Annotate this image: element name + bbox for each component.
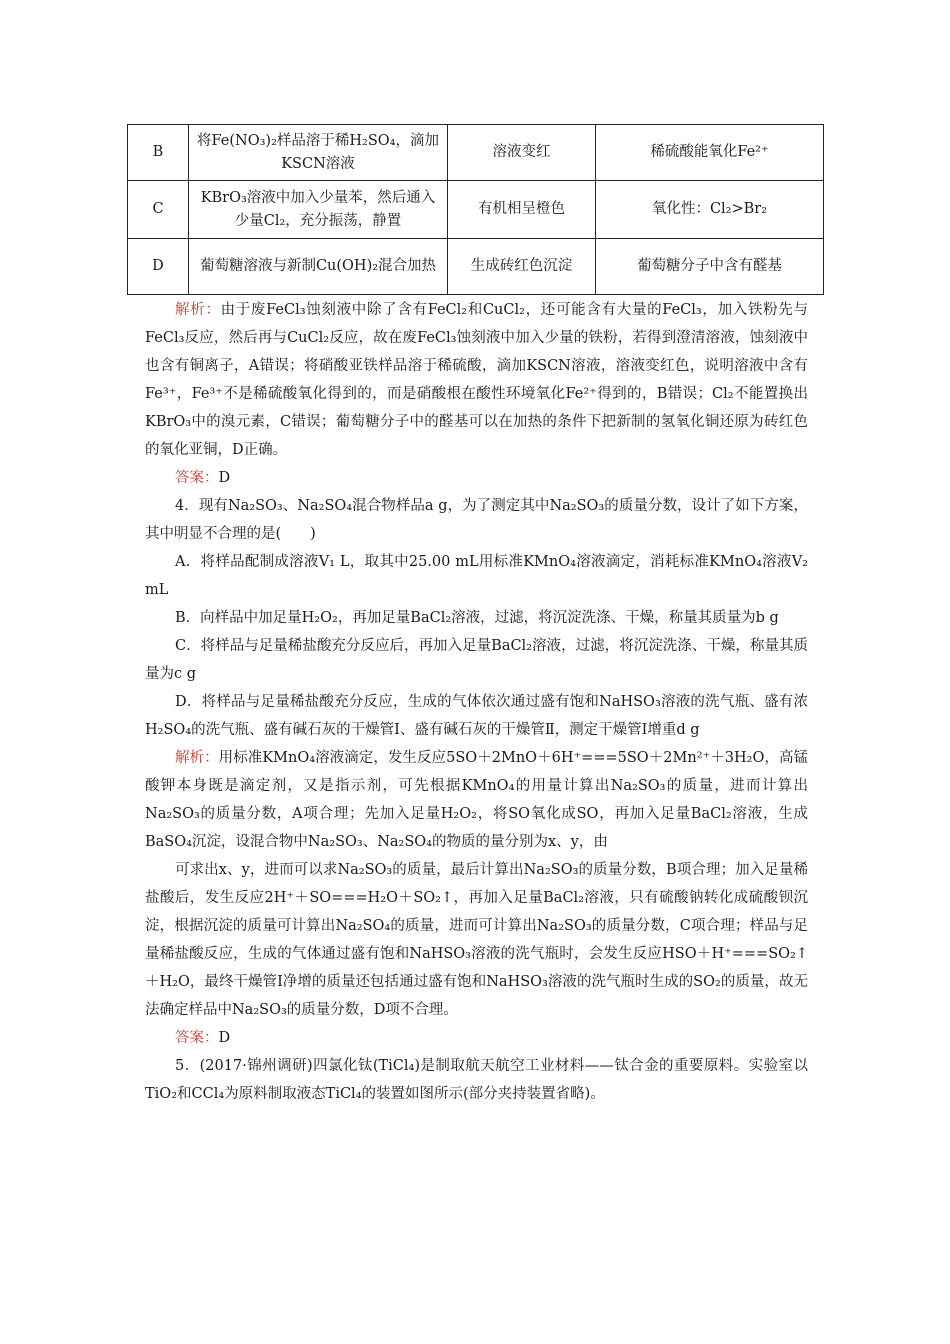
operation-cell: KBrO₃溶液中加入少量苯，然后通入少量Cl₂，充分振荡，静置 [189,181,448,239]
answer-label: 答案： [175,470,219,486]
option-cell: C [128,181,189,239]
phenomenon-cell: 溶液变红 [448,125,596,181]
conclusion-cell: 稀硫酸能氧化Fe²⁺ [596,125,824,181]
q4-option-b: B．向样品中加足量H₂O₂，再加足量BaCl₂溶液，过滤，将沉淀洗涤、干燥，称量其质量为b g [175,610,779,626]
q4-option-c: C．将样品与足量稀盐酸充分反应后，再加入足量BaCl₂溶液，过滤，将沉淀洗涤、干燥，称量其质量为c g [145,638,808,682]
q5-stem: 5．(2017·锦州调研)四氯化钛(TiCl₄)是制取航天航空工业材料——钛合金的重要原料。实验室以TiO₂和CCl₄为原料制取液态TiCl₄的装置如图所示(部分夹持装置省略)。 [145,1058,808,1102]
answer-label: 答案： [175,1030,219,1046]
phenomenon-cell: 有机相呈橙色 [448,181,596,239]
table-row [128,181,824,239]
option-cell: D [128,239,189,295]
q4-stem: 4．现有Na₂SO₃、Na₂SO₄混合物样品a g，为了测定其中Na₂SO₃的质量分数，设计了如下方案，其中明显不合理的是( ) [145,498,808,542]
conclusion-cell: 氧化性：Cl₂>Br₂ [596,181,824,239]
analysis-label: 解析： [175,750,219,766]
phenomenon-cell: 生成砖红色沉淀 [448,239,596,295]
q4-analysis-cont: 可求出x、y，进而可以求Na₂SO₃的质量，最后计算出Na₂SO₃的质量分数，B项合理；加入足量稀盐酸后，发生反应2H⁺＋SO===H₂O＋SO₂↑，再加入足量BaCl₂溶液，只有硫酸钠转化成硫酸钡沉淀，根据沉淀的质量可计算出Na₂SO₄的质量，进而可计算出Na₂SO₃的质量分数，C项合理；样品与足量稀盐酸反应，生成的气体通过盛有饱和NaHSO₃溶液的洗气瓶时，会发生反应HSO＋H⁺===SO₂↑＋H₂O，最终干燥管Ⅰ净增的质量还包括通过盛有饱和NaHSO₃溶液的洗气瓶时生成的SO₂的质量，故无法确定样品中Na₂SO₃的质量分数，D项不合理。 [145,862,808,1018]
body-text [145,296,808,1108]
q4-answer [145,1024,808,1052]
q4-analysis [145,744,808,856]
q3-answer [145,464,808,492]
operation-cell: 葡萄糖溶液与新制Cu(OH)₂混合加热 [189,239,448,295]
option-cell: B [128,125,189,181]
experiment-table [127,124,824,295]
conclusion-cell: 葡萄糖分子中含有醛基 [596,239,824,295]
analysis-text: 用标准KMnO₄溶液滴定，发生反应5SO＋2MnO＋6H⁺===5SO＋2Mn²⁺＋3H₂O，高锰酸钾本身既是滴定剂，又是指示剂，可先根据KMnO₄的用量计算出Na₂SO₃的质量，进而计算出Na₂SO₃的质量分数，A项合理；先加入足量H₂O₂，将SO氧化成SO，再加入足量BaCl₂溶液，生成BaSO₄沉淀，设混合物中Na₂SO₃、Na₂SO₄的物质的量分别为x、y，由 [145,750,809,850]
table-row [128,239,824,295]
analysis-label: 解析： [175,302,221,318]
table-row [128,125,824,181]
answer-value: D [218,1030,231,1046]
q4-option-a: A．将样品配制成溶液V₁ L，取其中25.00 mL用标准KMnO₄溶液滴定，消耗标准KMnO₄溶液V₂ mL [145,554,808,598]
q4-option-d: D．将样品与足量稀盐酸充分反应，生成的气体依次通过盛有饱和NaHSO₃溶液的洗气瓶、盛有浓H₂SO₄的洗气瓶、盛有碱石灰的干燥管Ⅰ、盛有碱石灰的干燥管Ⅱ，测定干燥管Ⅰ增重d g [145,694,808,738]
q3-analysis [145,296,808,464]
analysis-text: 由于废FeCl₃蚀刻液中除了含有FeCl₂和CuCl₂，还可能含有大量的FeCl₃，加入铁粉先与FeCl₃反应，然后再与CuCl₂反应，故在废FeCl₃蚀刻液中加入少量的铁粉，若得到澄清溶液，蚀刻液中也含有铜离子，A错误；将硝酸亚铁样品溶于稀硫酸，滴加KSCN溶液，溶液变红色，说明溶液中含有Fe³⁺，Fe³⁺不是稀硫酸氧化得到的，而是硝酸根在酸性环境氧化Fe²⁺得到的，B错误；Cl₂不能置换出KBrO₃中的溴元素，C错误；葡萄糖分子中的醛基可以在加热的条件下把新制的氢氧化铜还原为砖红色的氧化亚铜，D正确。 [145,302,809,458]
answer-value: D [218,470,231,486]
operation-cell: 将Fe(NO₃)₂样品溶于稀H₂SO₄，滴加KSCN溶液 [189,125,448,181]
